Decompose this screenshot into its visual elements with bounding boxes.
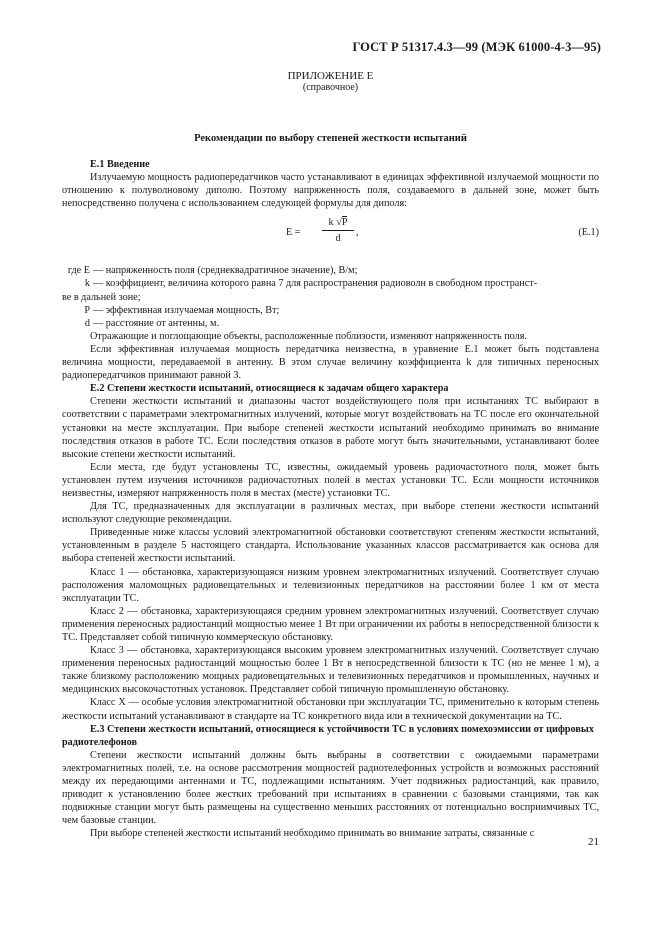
formula-k: k xyxy=(328,217,334,229)
definition-term: где E xyxy=(67,265,90,277)
paragraph: Отражающие и поглощающие объекты, расположенные поблизости, изменяют напряженность поля. xyxy=(90,330,527,342)
paragraph: Приведенные ниже классы условий электромагнитной обстановки соответствуют степеням жесткости испытаний, установленным в разделе 5 настоящего стандарта. Использование указанных классов рассматривается как основа для выбора степеней жесткости испытаний. xyxy=(62,527,599,565)
page-number: 21 xyxy=(588,836,599,848)
definition-term: k xyxy=(84,278,90,290)
definition-term: P xyxy=(84,304,90,316)
formula-number: (E.1) xyxy=(578,227,599,239)
definition-text: — коэффициент, величина которого равна 7 для распространения радиоволн в свободном пространст- xyxy=(93,278,538,290)
paragraph: Степени жесткости испытаний и диапазоны частот воздействующего поля при испытаниях ТС выбирают в соответствии с параметрами электромагнитных излучений, которые могут воздействовать на ТС после его окончательной установки на месте эксплуатации. При выборе степеней жесткости испытаний необходимо принимать во внимание последствия отказов в работе ТС. Если последствия отказов в работе могут быть значительными, устанавливают более высокие степени жесткости испытаний. xyxy=(62,396,599,460)
formula-sqrt-p: P xyxy=(341,217,348,229)
definition-item xyxy=(62,304,599,317)
section-heading-e1: Е.1 Введение xyxy=(90,159,150,170)
formula-numerator: k √P xyxy=(322,216,354,231)
appendix-subtitle: (справочное) xyxy=(302,82,359,93)
paragraph: Если эффективная излучаемая мощность передатчика неизвестна, в уравнение Е.1 может быть подставлена величина мощности, передаваемой в антенну. В этом случае величину коэффициента k для типичных переносных радиопередатчиков принимают равной 3. xyxy=(62,343,599,382)
paragraph: Для ТС, предназначенных для эксплуатации в различных местах, при выборе степени жесткости испытаний используют следующие рекомендации. xyxy=(62,501,599,526)
paragraph-class-x: Класс Х — особые условия электромагнитной обстановки при эксплуатации ТС, применительно к которым степень жесткости испытаний устанавливают в стандарте на ТС конкретного вида или в технической документации на ТС. xyxy=(62,697,599,722)
definition-item xyxy=(62,264,599,277)
paragraph-class-1: Класс 1 — обстановка, характеризующаяся низким уровнем электромагнитных излучений. Соответствует случаю расположения маломощных радиовещательных и телевизионных передатчиков на расстоянии более 1 км от места эксплуатации ТС. xyxy=(62,566,599,604)
definition-text: — эффективная излучаемая мощность, Вт; xyxy=(93,304,280,316)
definition-text: — напряженность поля (среднеквадратичное значение), В/м; xyxy=(93,265,358,277)
paragraph: Если места, где будут установлены ТС, известны, ожидаемый уровень радиочастотного поля, может быть установлен путем изучения источников радиочастотных полей в местах установки ТС. Если мощности источников неизвестны, измеряют напряженность поля в местах (месте) установки ТС. xyxy=(62,461,599,499)
paragraph: Степени жесткости испытаний должны быть выбраны в соответствии с ожидаемыми параметрами электромагнитных полей, т.е. на основе рассмотрения мощностей радиотелефонных устройств и возможных расстояний между их передающими антеннами и ТС, подлежащими испытаниям. Учет подвижных радиостанций, как правило, приводит к установлению более жестких требований при испытаниях в сравнении с базовыми станциями, так как подвижные станции могут быть размещены на существенно меньших расстояниях от потенциально восприимчивых ТС, чем базовые станции. xyxy=(62,749,599,827)
document-title: Рекомендации по выбору степеней жесткости испытаний xyxy=(194,133,467,144)
definition-item xyxy=(62,317,599,330)
paragraph: Излучаемую мощность радиопередатчиков часто устанавливают в единицах эффективной излучаемой мощности по отношению к полуволновому диполю. Поэтому напряженность поля, создаваемого в дальней зоне, может быть непосредственно получена с использованием следующей формулы для диполя: xyxy=(62,172,599,210)
paragraph-class-3: Класс 3 — обстановка, характеризующаяся высоким уровнем электромагнитных излучений. Соответствует случаю применения переносных радиостанций мощностью более 1 Вт в непосредственной близости к ТС (но не менее 1 м), а также близкому расположению мощных радиовещательных и телевизионных передатчиков и промышленных, научных и медицинских высокочастотных установок. Представляет собой типичную промышленную обстановку. xyxy=(62,645,599,696)
document-body xyxy=(62,158,599,841)
formula-comma: , xyxy=(356,227,359,239)
section-heading-e2: Е.2 Степени жесткости испытаний, относящиеся к задачам общего характера xyxy=(90,383,449,395)
definition-item xyxy=(62,277,599,290)
formula-denominator: d xyxy=(335,233,341,245)
paragraph-class-2: Класс 2 — обстановка, характеризующаяся средним уровнем электромагнитных излучений. Соответствует случаю применения переносных радиостанций мощностью менее 1 Вт при ограничении их работы в непосредственной близости к ТС. Представляет собой типичную коммерческую обстановку. xyxy=(62,605,599,643)
formula-lhs: E = xyxy=(286,227,301,239)
definition-continuation: ве в дальней зоне; xyxy=(62,291,141,303)
definition-term: d xyxy=(84,317,90,329)
paragraph: При выборе степеней жесткости испытаний необходимо принимать во внимание затраты, связанные с xyxy=(90,828,535,840)
formula-fraction xyxy=(322,216,354,245)
formula-definitions xyxy=(62,264,599,329)
appendix-heading xyxy=(0,70,661,94)
appendix-title: ПРИЛОЖЕНИЕ Е xyxy=(287,70,374,82)
standard-header: ГОСТ Р 51317.4.3—99 (МЭК 61000-4-3—95) xyxy=(352,40,601,54)
formula-e1 xyxy=(62,216,599,252)
definition-text: — расстояние от антенны, м. xyxy=(93,317,220,329)
section-heading-e3: Е.3 Степени жесткости испытаний, относящиеся к устойчивости ТС в условиях помехоэмиссии от цифровых радиотелефонов xyxy=(62,723,594,748)
